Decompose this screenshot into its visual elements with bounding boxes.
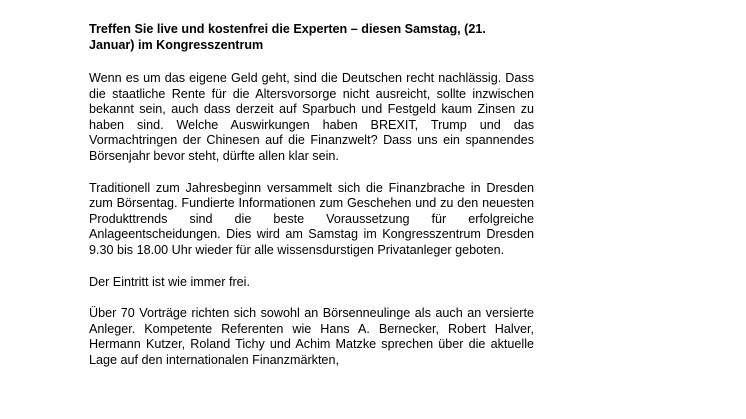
document-headline: Treffen Sie live und kostenfrei die Experten – diesen Samstag, (21. Januar) im Kongresszentrum bbox=[89, 22, 486, 52]
document-page bbox=[89, 21, 534, 385]
paragraph-boersentag: Traditionell zum Jahresbeginn versammelt sich die Finanzbrache in Dresden zum Börsentag. Fundierte Informationen zum Geschehen und zu den neuesten Produkttrends sind die beste Voraussetzung für erfolgreiche Anlageentscheidungen. Dies wird am Samstag im Kongresszentrum Dresden 9.30 bis 18.00 Uhr wieder für alle wissensdurstigen Privatanleger geboten. bbox=[89, 180, 534, 257]
paragraph-vortraege: Über 70 Vorträge richten sich sowohl an Börsenneulinge als auch an versierte Anleger. Kompetente Referenten wie Hans A. Bernecker, Robert Halver, Hermann Kutzer, Roland Tichy und Achim Matzke sprechen über die aktuelle Lage auf den internationalen Finanzmärkten, bbox=[89, 306, 534, 367]
paragraph-intro: Wenn es um das eigene Geld geht, sind die Deutschen recht nachlässig. Dass die staatliche Rente für die Altersvorsorge nicht ausreicht, sollte inzwischen bekannt sein, auch dass derzeit auf Sparbuch und Festgeld kaum Zinsen zu haben sind. Welche Auswirkungen haben BREXIT, Trump und das Vormachtringen der Chinesen auf die Finanzwelt? Dass uns ein spannendes Börsenjahr bevor steht, dürfte allen klar sein. bbox=[89, 71, 534, 163]
paragraph-eintritt: Der Eintritt ist wie immer frei. bbox=[89, 274, 250, 289]
